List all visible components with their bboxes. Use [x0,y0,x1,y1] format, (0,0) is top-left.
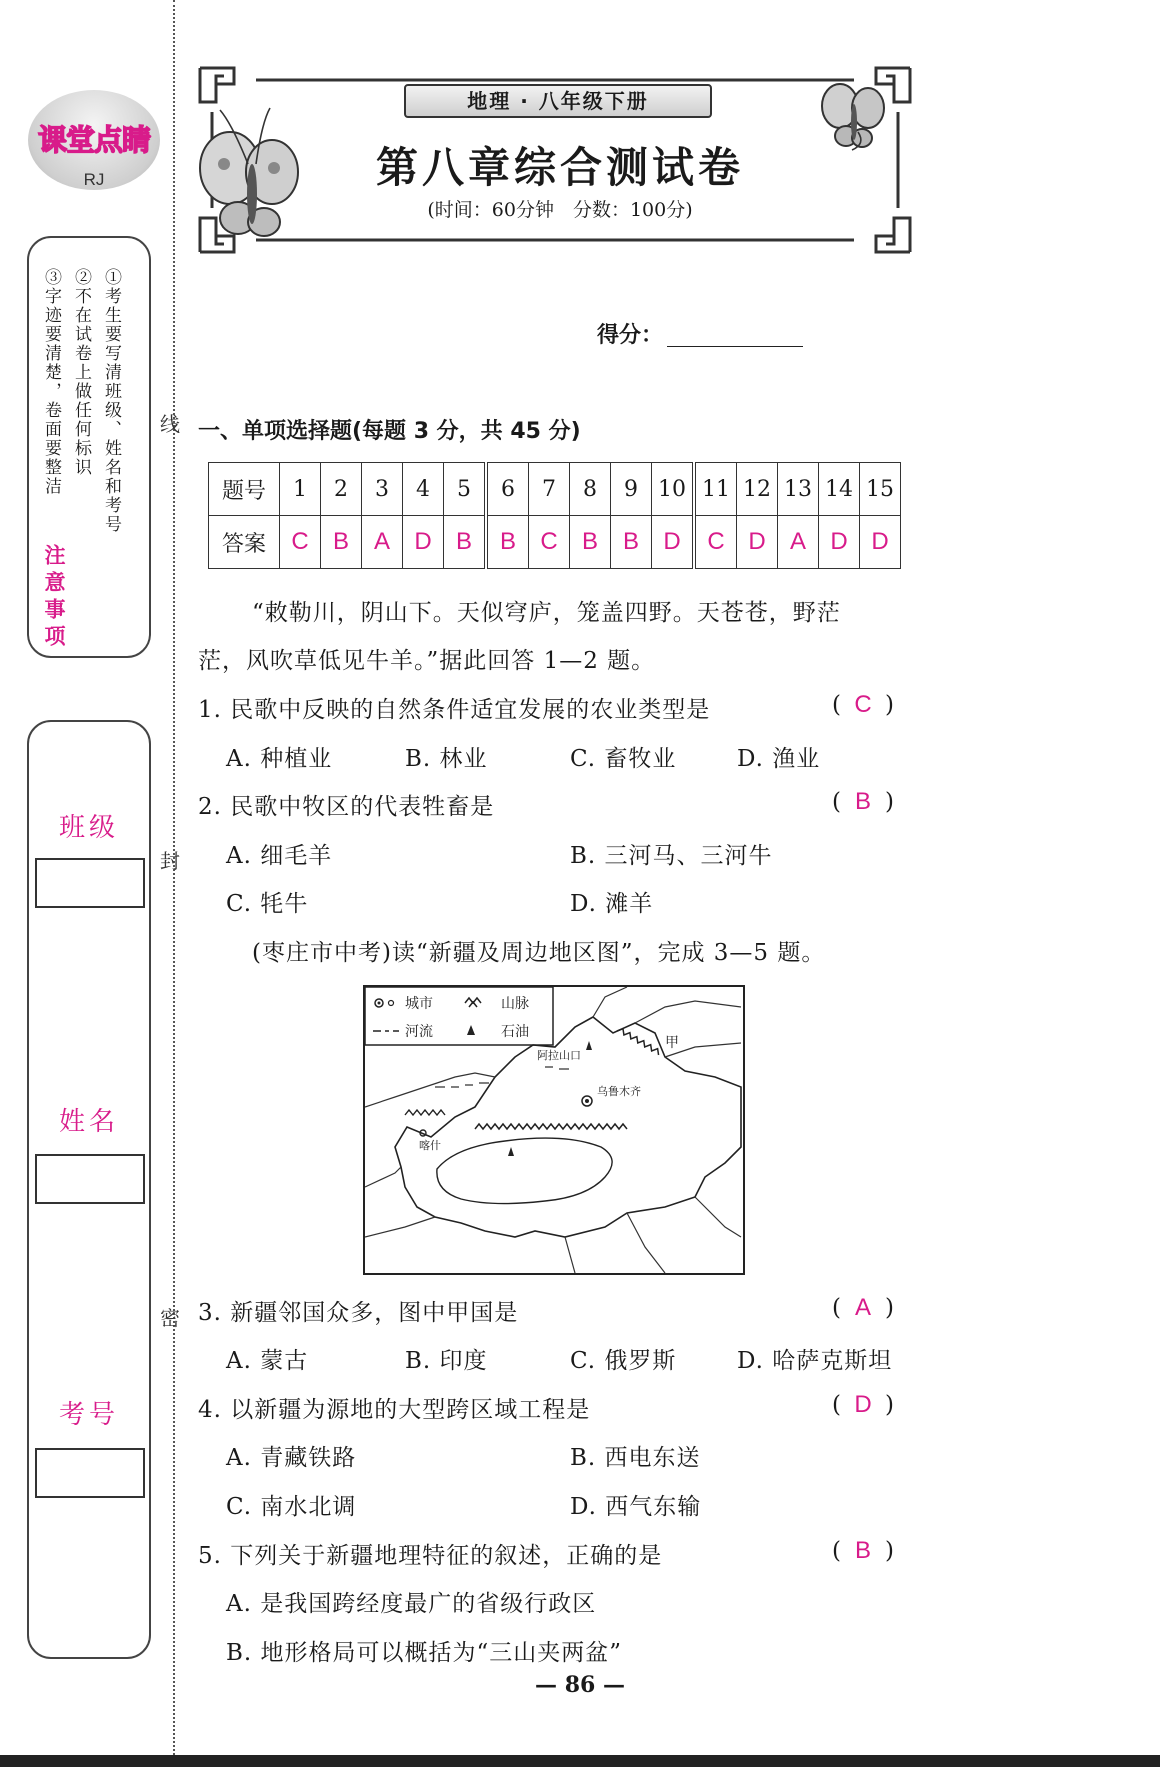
question-2-option-d[interactable]: D. 滩羊 [570,891,654,917]
exam-number-field[interactable] [35,1448,145,1498]
question-number-cell: 12 [737,463,778,516]
poem-line-2: 茫，风吹草低见牛羊。”据此回答 1—2 题。 [198,648,656,674]
question-1-option-a[interactable]: A. 种植业 [226,746,333,772]
answer-cell[interactable]: B [321,516,362,569]
answer-cell[interactable]: B [444,516,487,569]
answer-cell[interactable]: D [403,516,444,569]
question-2-option-a[interactable]: A. 细毛羊 [226,843,333,869]
legend-river: 河流 [405,1024,433,1040]
question-number-cell: 15 [860,463,901,516]
exam-time-info: (时间：60分钟 分数：100分) [427,199,693,221]
answer-cell[interactable]: C [280,516,321,569]
answer-cell[interactable]: C [694,516,737,569]
legend-oil: 石油 [501,1024,529,1040]
question-number-cell: 11 [694,463,737,516]
row-label-answer: 答案 [209,516,280,569]
question-number-cell: 5 [444,463,487,516]
page-number: — 86 — [535,1672,625,1698]
name-label: 姓名 [58,1107,119,1137]
altai-mountains [617,1027,661,1055]
question-number-cell: 2 [321,463,362,516]
map-label-urumqi: 乌鲁木齐 [597,1085,641,1098]
xinjiang-map [363,985,745,1275]
question-number-cell: 3 [362,463,403,516]
question-1-option-b[interactable]: B. 林业 [405,746,488,772]
answer-cell[interactable]: B [486,516,529,569]
butterfly-right-icon [822,84,884,150]
map-label-alashankou: 阿拉山口 [537,1049,581,1062]
notice-item-2: ②不在试卷上做任何标识 [71,268,91,477]
question-number-cell: 10 [652,463,695,516]
answer-table-number-row [209,463,901,516]
exam-title: 第八章综合测试卷 [375,143,744,192]
map-label-kashgar: 喀什 [419,1139,441,1152]
tianshan-mountains [475,1124,627,1129]
answer-cell[interactable]: D [737,516,778,569]
notice-heading: 注意事项 [42,544,66,652]
name-field[interactable] [35,1154,145,1204]
binding-dotted-line [173,0,175,1755]
map-intro: (枣庄市中考)读“新疆及周边地区图”，完成 3—5 题。 [252,940,826,966]
question-4-option-b[interactable]: B. 西电东送 [570,1445,701,1471]
question-4-option-c[interactable]: C. 南水北调 [226,1494,357,1520]
question-number-cell: 13 [778,463,819,516]
question-number-cell: 4 [403,463,444,516]
binding-mark-mi: 密 [160,1306,180,1330]
legend-city: 城市 [405,996,433,1012]
binding-mark-feng: 封 [160,849,180,873]
exam-number-label: 考号 [58,1400,119,1430]
answer-cell[interactable]: B [611,516,652,569]
oil-field-tarim-icon [508,1147,514,1156]
question-5-answer[interactable]: ( B ) [832,1537,894,1564]
legend-mountain: 山脉 [501,996,529,1012]
answer-table [208,462,901,569]
question-number-cell: 14 [819,463,860,516]
question-3-stem: 3. 新疆邻国众多，图中甲国是 [198,1300,519,1326]
score-label: 得分： [597,323,664,348]
binding-mark-xian: 线 [160,412,180,436]
question-3-option-b[interactable]: B. 印度 [405,1348,488,1374]
question-1-option-c[interactable]: C. 畜牧业 [570,746,677,772]
subject-grade-label: 地理 · 八年级下册 [404,84,712,118]
brand-logo [24,88,164,200]
bottom-edge-bar [0,1755,1160,1767]
question-1-answer[interactable]: ( C ) [832,691,894,718]
poem-line-1: “敕勒川，阴山下。天似穹庐，笼盖四野。天苍苍，野茫 [252,600,841,626]
answer-cell[interactable]: A [362,516,403,569]
answer-cell[interactable]: C [529,516,570,569]
question-number-cell: 1 [280,463,321,516]
question-number-cell: 8 [570,463,611,516]
section-heading: 一、单项选择题(每题 3 分，共 45 分) [198,419,581,444]
question-2-answer[interactable]: ( B ) [832,788,894,815]
notice-item-1: ①考生要写清班级、姓名和考号 [101,268,121,534]
answer-cell[interactable]: A [778,516,819,569]
question-2-stem: 2. 民歌中牧区的代表牲畜是 [198,794,495,820]
question-3-option-d[interactable]: D. 哈萨克斯坦 [737,1348,893,1374]
answer-cell[interactable]: D [860,516,901,569]
edition-label: RJ [83,170,105,189]
class-field[interactable] [35,858,145,908]
question-3-answer[interactable]: ( A ) [832,1294,894,1321]
question-5-option-b[interactable]: B. 地形格局可以概括为“三山夹两盆” [226,1640,623,1666]
question-4-stem: 4. 以新疆为源地的大型跨区域工程是 [198,1397,591,1423]
brand-logo-text: 课堂点睛 [37,123,150,157]
answer-table-answer-row [209,516,901,569]
notice-box [27,236,151,658]
question-4-answer[interactable]: ( D ) [832,1391,894,1418]
oil-field-north-icon [586,1041,592,1050]
question-3-option-a[interactable]: A. 蒙古 [226,1348,309,1374]
question-3-option-c[interactable]: C. 俄罗斯 [570,1348,677,1374]
question-2-option-c[interactable]: C. 牦牛 [226,891,309,917]
question-number-cell: 7 [529,463,570,516]
student-info-panel [27,720,151,1659]
question-4-option-a[interactable]: A. 青藏铁路 [226,1445,357,1471]
question-5-option-a[interactable]: A. 是我国跨经度最广的省级行政区 [226,1591,597,1617]
answer-cell[interactable]: D [652,516,695,569]
map-label-jia: 甲 [665,1035,679,1051]
question-5-stem: 5. 下列关于新疆地理特征的叙述，正确的是 [198,1543,663,1569]
question-1-option-d[interactable]: D. 渔业 [737,746,821,772]
question-4-option-d[interactable]: D. 西气东输 [570,1494,702,1520]
row-label-number: 题号 [209,463,280,516]
question-number-cell: 6 [486,463,529,516]
class-label: 班级 [58,813,119,843]
question-number-cell: 9 [611,463,652,516]
score-field[interactable] [667,346,803,347]
notice-item-3: ③字迹要清楚，卷面要整洁 [41,268,61,496]
question-1-stem: 1. 民歌中反映的自然条件适宜发展的农业类型是 [198,697,711,723]
question-2-option-b[interactable]: B. 三河马、三河牛 [570,843,773,869]
answer-cell[interactable]: D [819,516,860,569]
answer-cell[interactable]: B [570,516,611,569]
